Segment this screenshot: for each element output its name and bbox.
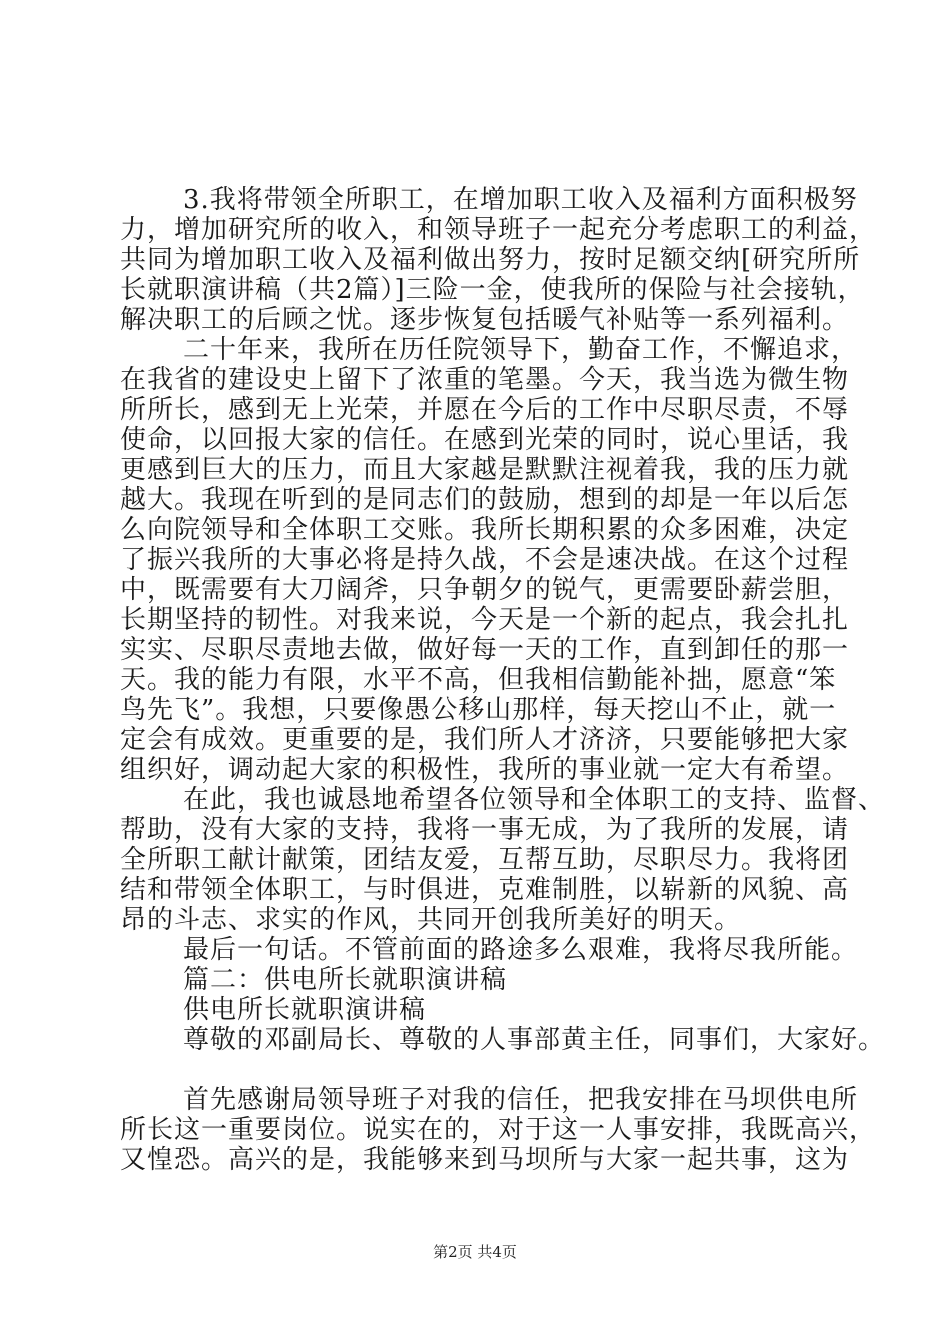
page-number-footer: 第2页 共4页	[433, 1243, 517, 1261]
text-line: 更感到巨大的压力，而且大家越是默默注视着我，我的压力就	[120, 455, 850, 485]
text-line: 共同为增加职工收入及福利做出努力，按时足额交纳[研究所所	[120, 245, 861, 275]
text-line: 了振兴我所的大事必将是持久战，不会是速决战。在这个过程	[120, 545, 850, 575]
text-line: 首先感谢局领导班子对我的信任，把我安排在马坝供电所	[183, 1085, 859, 1115]
text-line: 长期坚持的韧性。对我来说，今天是一个新的起点，我会扎扎	[120, 605, 850, 635]
text-line: 全所职工献计献策，团结友爱，互帮互助，尽职尽力。我将团	[120, 845, 850, 875]
text-line: 么向院领导和全体职工交账。我所长期积累的众多困难，决定	[120, 515, 850, 545]
text-line: 结和带领全体职工，与时俱进，克难制胜，以崭新的风貌、高	[120, 875, 850, 905]
text-line: 使命，以回报大家的信任。在感到光荣的同时，说心里话，我	[120, 425, 850, 455]
salutation: 尊敬的邓副局长、尊敬的人事部黄主任，同事们，大家好。	[183, 1025, 886, 1055]
text-line: 昂的斗志、求实的作风，共同开创我所美好的明天。	[120, 905, 742, 935]
text-line: 长就职演讲稿（共2篇）]三险一金，使我所的保险与社会接轨，	[120, 275, 865, 305]
text-line: 在我省的建设史上留下了浓重的笔墨。今天，我当选为微生物	[120, 365, 850, 395]
text-line: 定会有成效。更重要的是，我们所人才济济，只要能够把大家	[120, 725, 850, 755]
section-heading: 篇二：供电所长就职演讲稿	[183, 965, 508, 995]
text-line: 中，既需要有大刀阔斧，只争朝夕的锐气，更需要卧薪尝胆，	[120, 575, 850, 605]
text-line: 实实、尽职尽责地去做，做好每一天的工作，直到卸任的那一	[120, 635, 850, 665]
text-line: 帮助，没有大家的支持，我将一事无成，为了我所的发展，请	[120, 815, 850, 845]
text-line: 解决职工的后顾之忧。逐步恢复包括暖气补贴等一系列福利。	[120, 305, 850, 335]
text-line: 组织好，调动起大家的积极性，我所的事业就一定大有希望。	[120, 755, 850, 785]
text-line: 3.我将带领全所职工，在增加职工收入及福利方面积极努	[183, 185, 858, 215]
text-line: 最后一句话。不管前面的路途多么艰难，我将尽我所能。	[183, 935, 859, 965]
text-line: 所所长，感到无上光荣，并愿在今后的工作中尽职尽责，不辱	[120, 395, 850, 425]
section-title: 供电所长就职演讲稿	[183, 995, 427, 1025]
text-line: 二十年来，我所在历任院领导下，勤奋工作，不懈追求，	[183, 335, 859, 365]
text-line: 越大。我现在听到的是同志们的鼓励，想到的却是一年以后怎	[120, 485, 850, 515]
text-line: 在此，我也诚恳地希望各位领导和全体职工的支持、监督、	[183, 785, 886, 815]
text-line: 力，增加研究所的收入，和领导班子一起充分考虑职工的利益，	[120, 215, 877, 245]
text-line: 天。我的能力有限，水平不高，但我相信勤能补拙，愿意“笨	[120, 665, 837, 695]
text-line: 又惶恐。高兴的是，我能够来到马坝所与大家一起共事，这为	[120, 1145, 850, 1175]
text-line: 所长这一重要岗位。说实在的，对于这一人事安排，我既高兴，	[120, 1115, 877, 1145]
text-line: 鸟先飞”。我想，只要像愚公移山那样，每天挖山不止，就一	[120, 695, 837, 725]
